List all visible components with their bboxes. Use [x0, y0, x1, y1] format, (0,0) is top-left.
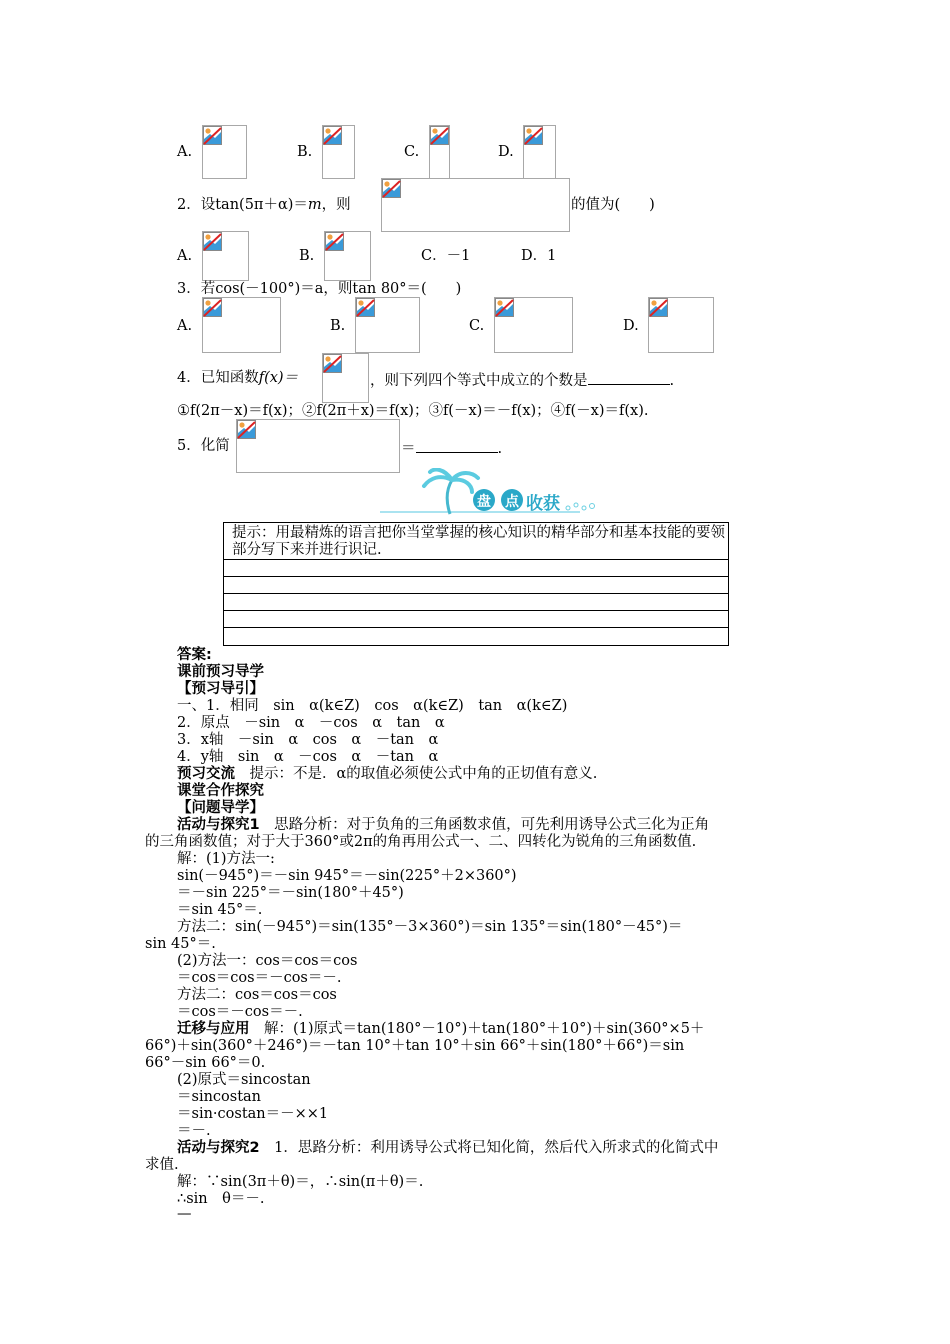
q4-equations: ①f(2π－x)＝f(x)；②f(2π＋x)＝f(x)；③f(－x)＝－f(x)；④f(－x)＝f(x).: [177, 403, 649, 419]
q5-answer-blank: [416, 438, 498, 453]
subsection-preview-guide: 【预习导引】: [177, 681, 264, 697]
q3-option-d-label: D.: [623, 318, 639, 334]
answer-line: ＝cos＝cos＝－cos＝－.: [177, 970, 342, 986]
image-placeholder-icon: [495, 298, 514, 317]
image-placeholder-icon: [203, 126, 222, 145]
answer-line: 活动与探究1 思路分析：对于负角的三角函数求值，可先利用诱导公式三化为正角: [177, 817, 710, 833]
q4-stem: 4．已知函数f(x)＝: [177, 370, 299, 386]
image-placeholder-icon: [524, 126, 543, 145]
answer-line: ∴sin θ＝－.: [177, 1191, 265, 1207]
q3-option-c-label: C.: [469, 318, 485, 334]
image-placeholder-icon: [430, 126, 449, 145]
answer-line: 解：∵sin(3π＋θ)＝，∴sin(π＋θ)＝.: [177, 1174, 424, 1190]
q2-option-a-image: [202, 231, 249, 281]
answer-line: 方法二：cos＝cos＝cos: [177, 987, 337, 1003]
image-placeholder-icon: [356, 298, 375, 317]
answers-title: 答案:: [177, 647, 212, 663]
answer-line: ＝－.: [177, 1123, 211, 1139]
writing-line: [224, 576, 728, 577]
image-placeholder-icon: [382, 179, 401, 198]
q5-stem-post: ＝ .: [401, 438, 502, 458]
answer-line: ＝sincostan: [177, 1089, 262, 1105]
summary-banner: [380, 468, 620, 520]
answer-line: ＝－sin 225°＝－sin(180°＋45°): [177, 885, 404, 901]
answer-line: 4．y轴 sin α －cos α －tan α: [177, 749, 439, 765]
writing-line: [224, 610, 728, 611]
q2-option-b-image: [324, 231, 371, 281]
q2-option-c: C．－1: [421, 248, 471, 264]
answer-line: ＝sin·costan＝－××1: [177, 1106, 329, 1122]
writing-line: [224, 559, 728, 560]
answer-line: 预习交流 提示：不是．α的取值必须使公式中角的正切值有意义.: [177, 766, 598, 782]
q3-option-a-label: A.: [177, 318, 193, 334]
q2-option-b-label: B.: [299, 248, 315, 264]
answer-line: 的三角函数值；对于大于360°或2π的角再用公式一、二、四转化为锐角的三角函数值.: [145, 834, 697, 850]
summary-hint: 提示：用最精炼的语言把你当堂掌握的核心知识的精华部分和基本技能的要领部分写下来并进行识记.: [232, 525, 725, 558]
answer-line: 求值.: [145, 1157, 179, 1173]
answer-line: 3．x轴 －sin α cos α －tan α: [177, 732, 439, 748]
answer-line: 解：(1)方法一:: [177, 851, 275, 867]
answer-line: 方法二：sin(－945°)＝sin(135°－3×360°)＝sin 135°＝sin(180°－45°)＝: [177, 919, 683, 935]
answer-line: ＝cos＝－cos＝－.: [177, 1004, 303, 1020]
q3-option-a-image: [202, 297, 281, 353]
q3-option-d-image: [648, 297, 714, 353]
answer-line: —: [177, 1206, 192, 1222]
answer-line: (2)方法一：cos＝cos＝cos: [177, 953, 358, 969]
q1-option-d-image: [523, 125, 556, 179]
image-placeholder-icon: [323, 354, 342, 373]
answer-line: 一、1．相同 sin α(k∈Z) cos α(k∈Z) tan α(k∈Z): [177, 698, 568, 714]
q4-answer-blank: [588, 370, 670, 385]
q1-option-c-image: [429, 125, 450, 179]
q4-stem-post: ，则下列四个等式中成立的个数是 .: [370, 370, 674, 390]
image-placeholder-icon: [203, 232, 222, 251]
q3-option-c-image: [494, 297, 573, 353]
answer-line: 66°)＋sin(360°＋246°)＝－tan 10°＋tan 10°＋sin 66°＋sin(180°＋66°)＝sin: [145, 1038, 685, 1054]
answer-line: sin 45°＝.: [145, 936, 216, 952]
answer-line: 活动与探究2 1．思路分析：利用诱导公式将已知化简，然后代入所求式的化简式中: [177, 1140, 719, 1156]
q3-stem: 3．若cos(－100°)＝a，则tan 80°＝( ): [177, 281, 462, 297]
q1-option-b-image: [322, 125, 355, 179]
answer-line: 66°－sin 66°＝0.: [145, 1055, 266, 1071]
q1-option-a-label: A.: [177, 144, 193, 160]
q3-option-b-label: B.: [330, 318, 346, 334]
writing-line: [224, 627, 728, 628]
answer-line: 2．原点 －sin α －cos α tan α: [177, 715, 445, 731]
q4-function-image: [322, 353, 369, 403]
q2-stem: 2．设tan(5π＋α)＝m，则: [177, 197, 351, 213]
q2-expression-image: [381, 178, 570, 232]
answer-line: sin(－945°)＝－sin 945°＝－sin(225°＋2×360°): [177, 868, 517, 884]
banner-char-2: 点: [505, 494, 519, 510]
q1-option-c-label: C.: [404, 144, 420, 160]
section-preview-title: 课前预习导学: [177, 664, 264, 680]
q1-option-b-label: B.: [297, 144, 313, 160]
image-placeholder-icon: [203, 298, 222, 317]
image-placeholder-icon: [325, 232, 344, 251]
q1-option-d-label: D.: [498, 144, 514, 160]
subsection-problem-guide: 【问题导学】: [177, 800, 264, 816]
q1-option-a-image: [202, 125, 247, 179]
q2-stem-tail: 的值为( ): [571, 197, 655, 213]
writing-line: [224, 593, 728, 594]
image-placeholder-icon: [323, 126, 342, 145]
q2-option-d: D．1: [521, 248, 557, 264]
answer-line: 迁移与应用 解：(1)原式＝tan(180°－10°)＋tan(180°＋10°)＋sin(360°×5＋: [177, 1021, 705, 1037]
image-placeholder-icon: [237, 420, 256, 439]
q2-option-a-label: A.: [177, 248, 193, 264]
q5-expression-image: [236, 419, 400, 473]
summary-box: [223, 522, 729, 646]
section-classroom-title: 课堂合作探究: [177, 783, 264, 799]
banner-title-rest: 收获: [526, 494, 560, 514]
q3-option-b-image: [355, 297, 420, 353]
banner-char-1: 盘: [477, 494, 491, 510]
answer-line: ＝sin 45°＝.: [177, 902, 263, 918]
palm-tree-icon: [380, 468, 620, 520]
image-placeholder-icon: [649, 298, 668, 317]
q5-stem: 5．化简: [177, 438, 230, 454]
answer-line: (2)原式＝sincostan: [177, 1072, 311, 1088]
